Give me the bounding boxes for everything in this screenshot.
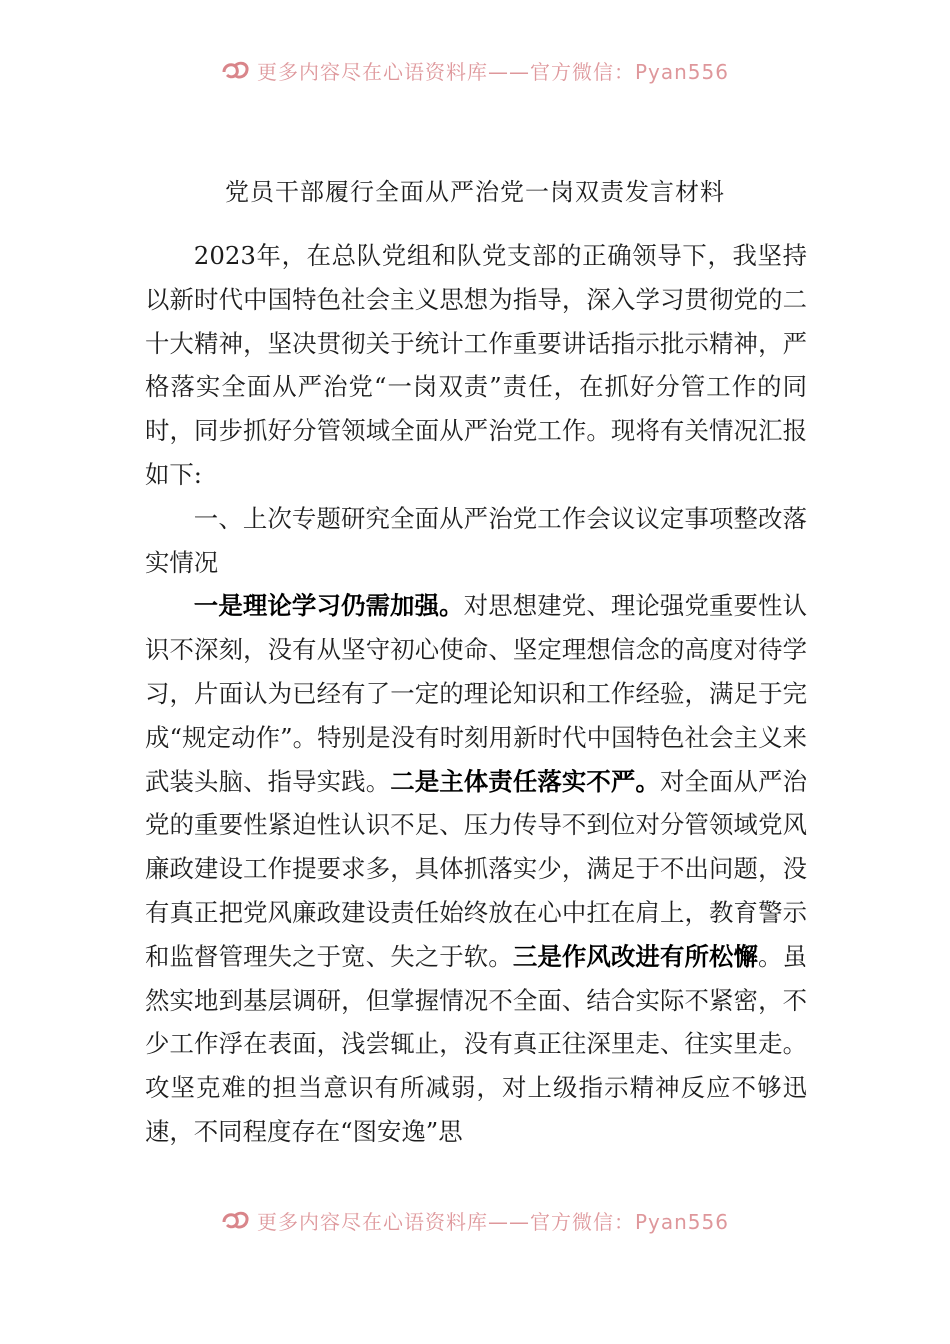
watermark-text: 更多内容尽在心语资料库——官方微信：Pyan556: [256, 59, 729, 84]
point3-lead: 三是作风改进有所松懈: [512, 941, 759, 971]
intro-paragraph: 2023年，在总队党组和队党支部的正确领导下，我坚持以新时代中国特色社会主义思想为指导，深入学习贯彻党的二十大精神，坚决贯彻关于统计工作重要讲话指示批示精神，严格落实全面从严治党“一岗双责”责任，在抓好分管工作的同时，同步抓好分管领域全面从严治党工作。现将有关情况汇报如下:: [145, 241, 807, 489]
point1-text: 对思想建党、理论强党重要性认识不深刻，没有从坚守初心使命、坚定理想信念的高度对待学习，片面认为已经有了一定的理论知识和工作经验，满足于完成“规定动作”。特别是没有时刻用新时代中国特色社会主义来武装头脑、指导实践。: [145, 591, 807, 796]
section1-heading: 一、上次专题研究全面从严治党工作会议议定事项整改落实情况: [145, 503, 807, 577]
footer-watermark: [0, 1200, 950, 1240]
findings-paragraph: [145, 584, 807, 1153]
point3-text: 。虽然实地到基层调研，但掌握情况不全面、结合实际不紧密，不少工作浮在表面，浅尝辄止，没有真正往深里走、往实里走。攻坚克难的担当意识有所减弱，对上级指示精神反应不够迅速，不同程度存在“图安逸”思: [145, 941, 807, 1146]
header-watermark: [0, 50, 950, 90]
watermark-logo-icon: [221, 58, 251, 82]
point2-lead: 二是主体责任落实不严。: [390, 766, 660, 796]
watermark-logo-icon: [221, 1208, 251, 1232]
point2-text: 对全面从严治党的重要性紧迫性认识不足、压力传导不到位对分管领域党风廉政建设工作提要求多，具体抓落实少，满足于不出问题，没有真正把党风廉政建设责任始终放在心中扛在肩上，教育警示和监督管理失之于宽、失之于软。: [145, 766, 807, 971]
point1-lead: 一是理论学习仍需加强。: [193, 591, 464, 621]
document-title: 党员干部履行全面从严治党一岗双责发言材料: [225, 178, 725, 206]
document-body: [145, 234, 807, 1154]
watermark-text: 更多内容尽在心语资料库——官方微信：Pyan556: [256, 1209, 729, 1234]
